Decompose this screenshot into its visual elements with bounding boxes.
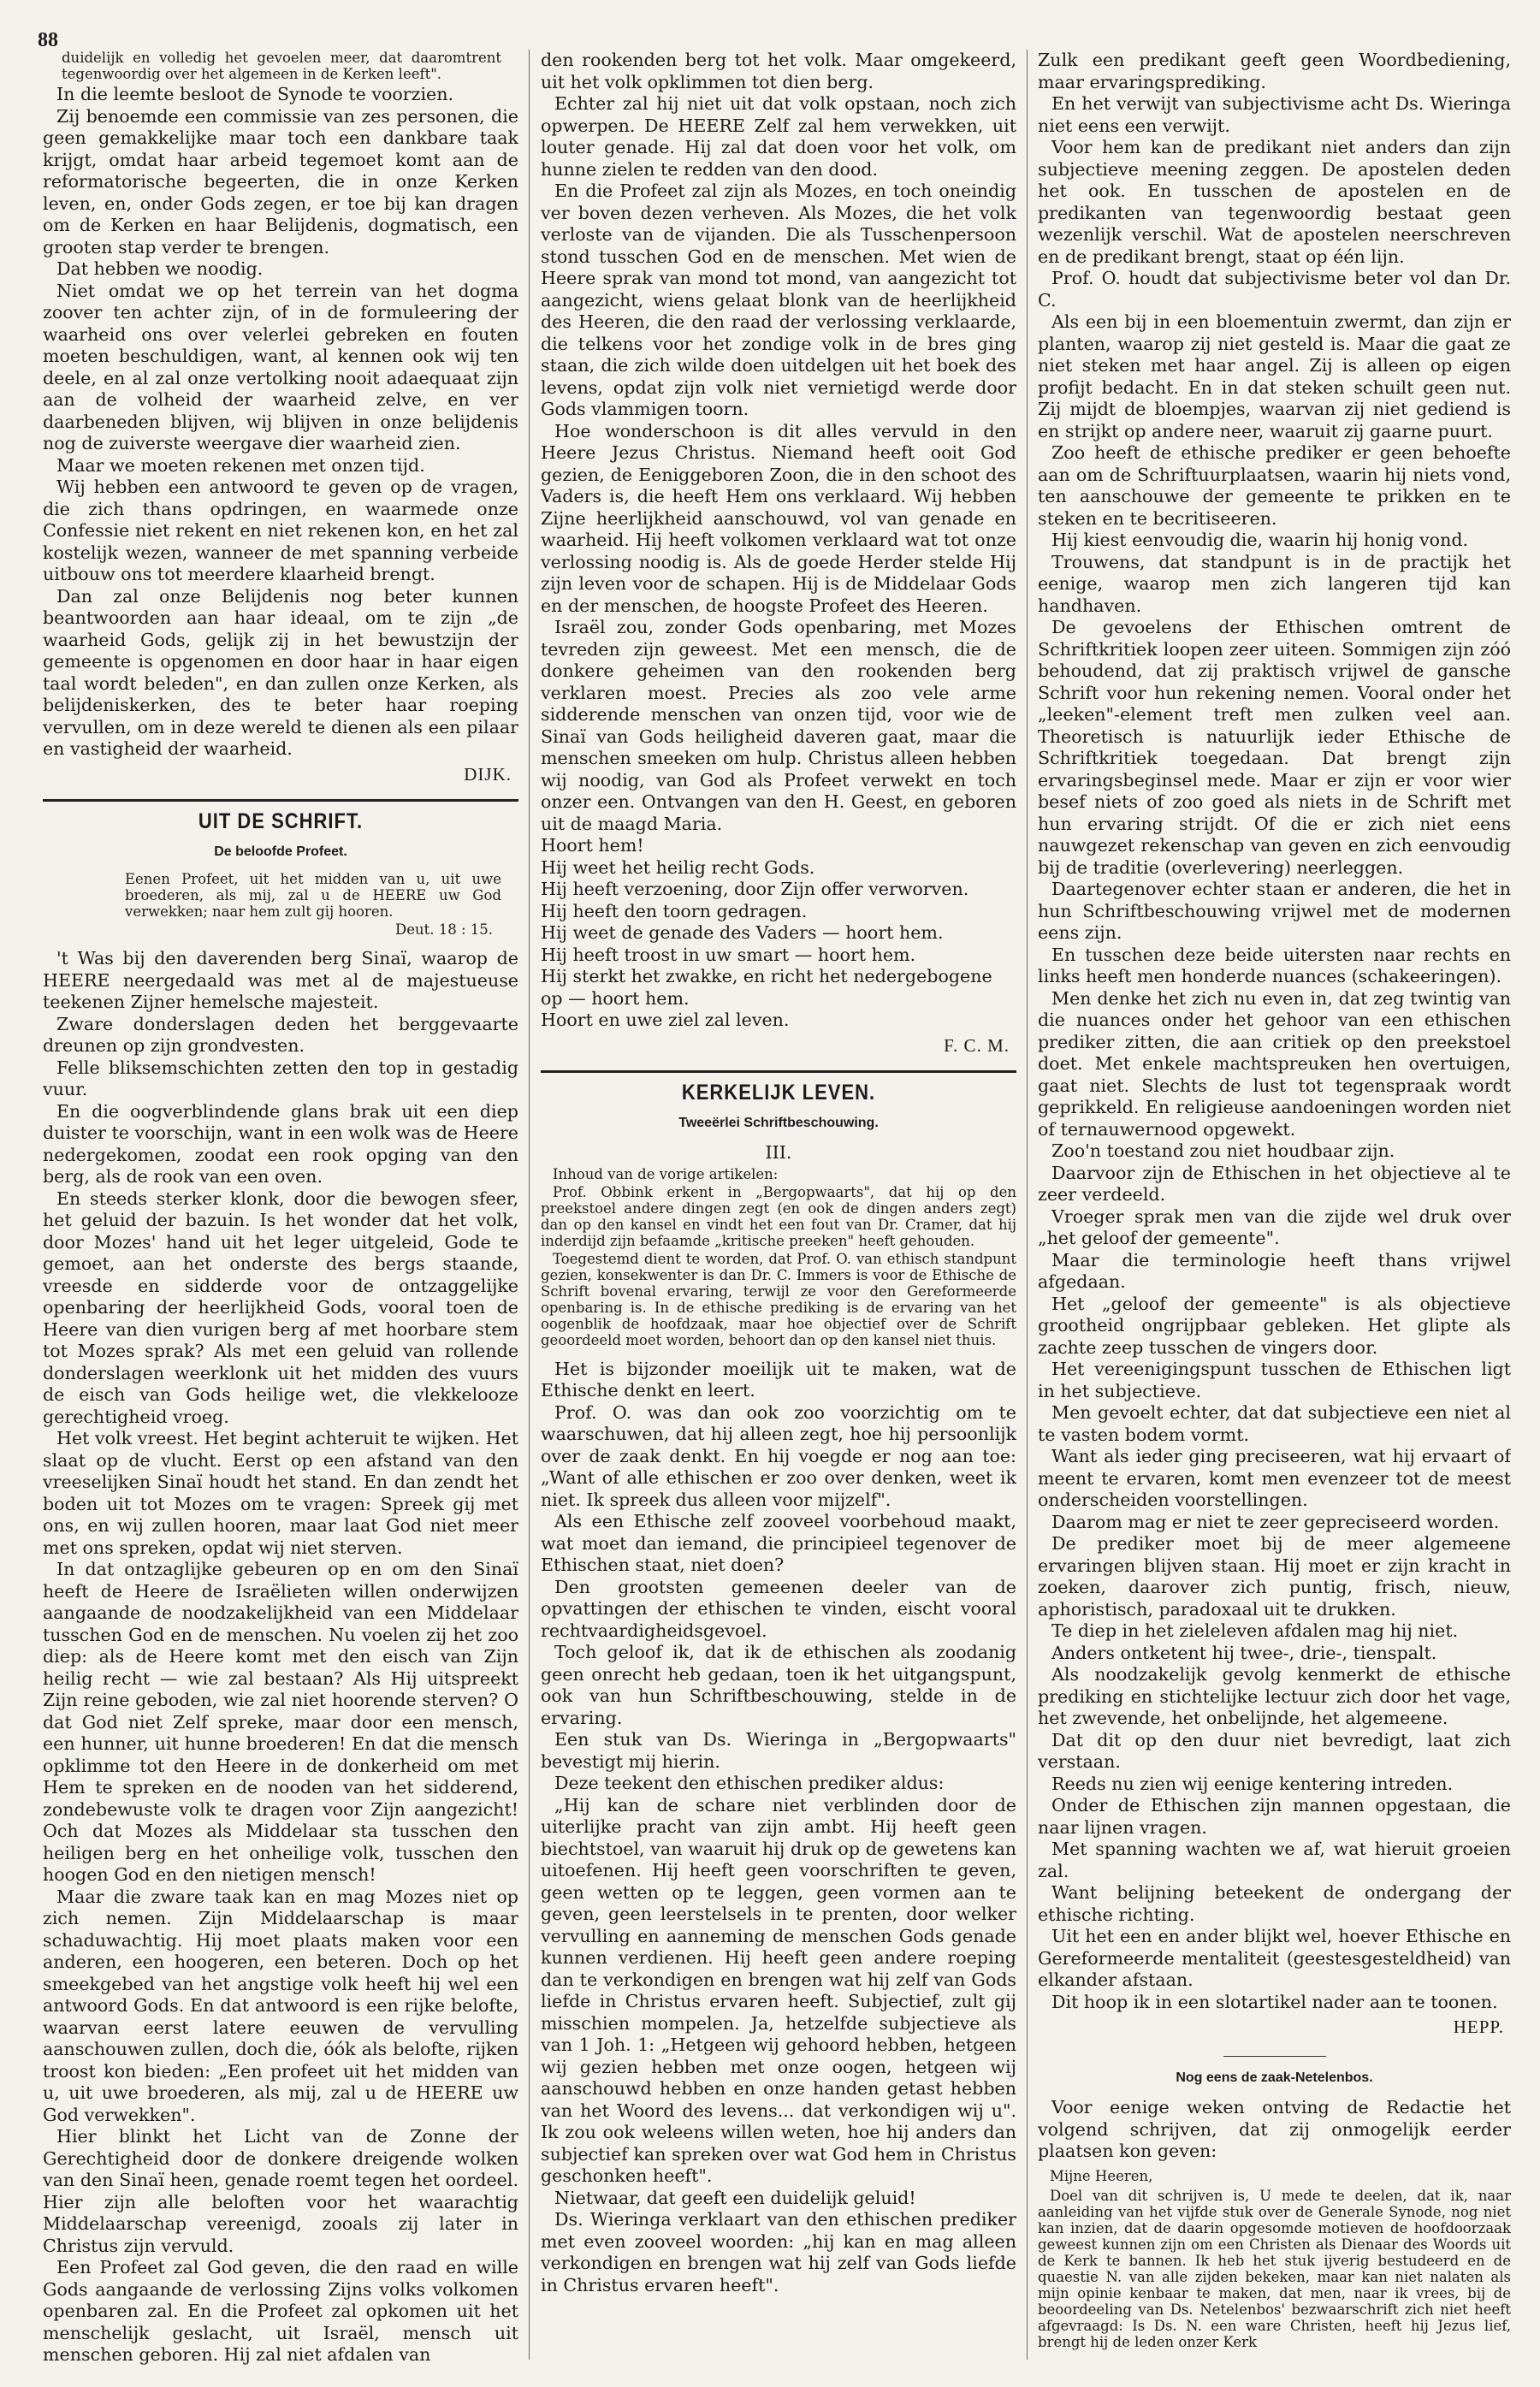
- poem-line: Hij heeft verzoening, door Zijn offer verworven.: [541, 879, 969, 899]
- article-title: De beloofde Profeet.: [214, 844, 347, 859]
- paragraph: Men denke het zich nu even in, dat zeg twintig van die nuances onder het gehoor van een ethischen prediker zitten, die aan critiek op den preekstoel doet. Met enkele machtspreuken hen overtuigen, gaat niet. Slechts de lust tot tegenspraak wordt geprikkeld. En religieuse aandoeningen worden niet of ternauwernood opgewekt.: [1038, 987, 1511, 1140]
- motto-quote: Eenen Profeet, uit het midden van u, uit uwe broederen, als mij, zal u de HEERE uw God verwekken; naar hem zult gij hooren.: [125, 871, 501, 920]
- paragraph: Daartegenover echter staan er anderen, die het in hun Schriftbeschouwing vrijwel met de modernen eens zijn.: [1038, 879, 1511, 943]
- signature-fcm: F. C. M.: [944, 1034, 1010, 1056]
- section-heading-kerkelijk-leven: KERKELIJK LEVEN.: [681, 1080, 876, 1105]
- signature-hepp: HEPP.: [1453, 2017, 1504, 2037]
- paragraph: Uit het een en ander blijkt wel, hoever Ethische en Gereformeerde mentaliteit (geestesgesteldheid) van elkander afstaan.: [1038, 1926, 1511, 1990]
- paragraph: Ds. Wieringa verklaart van den ethischen prediker met even zooveel woorden: „hij kan en mag alleen verkondigen en brengen wat hij zelf van Gods liefde in Christus ervaren heeft".: [541, 2209, 1016, 2295]
- paragraph: Toch geloof ik, dat ik de ethischen als zoodanig geen onrecht heb gedaan, toen ik het uitgangspunt, ook van hun Schriftbeschouwing, stelde in de ervaring.: [541, 1642, 1016, 1728]
- paragraph: Wij hebben een antwoord te geven op de vragen, die zich thans opdringen, en waarmede onze Confessie niet rekent en niet rekenen kon, en het zal kostelijk wezen, wanneer de met spanning verbeide uitbouw ons tot meerdere klaarheid brengt.: [43, 477, 518, 584]
- letter-text: Doel van dit schrijven is, U mede te deelen, dat ik, naar aanleiding van het vijfde stuk over de Generale Synode, nog niet kan inzien, dat de daarin opgesomde motieven de hoofdoorzaak geweest kunnen zijn om een Christen als Dienaar des Woords uit de Kerk te bannen. Ik heb het stuk ijverig bestudeerd en de quaestie N. van alle zijden bekeken, maar kan niet nalaten als mijn opinie kenbaar te maken, dat men, naar ik vrees, bij de beoordeeling van Ds. Netelenbos' bezwaarschrift zich niet heeft afgevraagd: Is Ds. N. een ware Christen, heeft hij Jezus lief, brengt hij de leden onzer Kerk: [1038, 2187, 1511, 2350]
- paragraph: In dat ontzaglijke gebeuren op en om den Sinaï heeft de Heere de Israëlieten willen onderwijzen aangaande de noodzakelijkheid van een Middelaar tusschen God en de menschen. Nu voelen zij het zoo diep: als de Heere komt met den eisch van Zijn heilig recht — wie zal bestaan? Als Hij uitspreekt Zijn reine geboden, wie zal niet hoorende sterven? O dat God niet Zelf spreke, maar door een mensch, een hunner, uit hunne broederen! En dat die mensch opklimme tot den Heere in de donkerheid om met Hem te spreken en de nooden van het sidderend, zondebewuste volk te dragen voor Zijn aangezicht! Och dat Mozes als Middelaar sta tusschen den heiligen berg en het onheilige volk, tusschen den hoogen God en den nietigen mensch!: [43, 1559, 518, 1885]
- signature-dijk: DIJK.: [464, 763, 512, 785]
- paragraph: Men gevoelt echter, dat dat subjectieve een niet al te vasten bodem vormt.: [1038, 1402, 1511, 1445]
- paragraph: Dat dit op den duur niet bevredigt, laat zich verstaan.: [1038, 1729, 1511, 1772]
- paragraph: Voor eenige weken ontving de Redactie het volgend schrijven, dat zij onmogelijk eerder plaatsen kon geven:: [1038, 2097, 1511, 2161]
- article-title: Nog eens de zaak-Netelenbos.: [1176, 2070, 1373, 2085]
- paragraph: En steeds sterker klonk, door die bewogen sfeer, het geluid der bazuin. Is het wonder dat het volk, door Mozes' hand uit het leger uitgeleid, Gode te gemoet, aan het onderste des bergs staande, vreesde en sidderde voor de ontzaggelijke openbaring der heerlijkheid Gods, vooral toen de Heere van dien vurigen berg af met hoorbare stem tot Mozes sprak? Als met een geluid van rollende donderslagen weerklonk uit het midden des vuurs de eisch van Gods heilige wet, die vlekkelooze gerechtigheid vroeg.: [43, 1188, 518, 1427]
- paragraph: Want belijning beteekent de ondergang der ethische richting.: [1038, 1882, 1511, 1925]
- summary-line: Inhoud van de vorige artikelen:: [553, 1165, 779, 1182]
- paragraph: Onder de Ethischen zijn mannen opgestaan, die naar lijnen vragen.: [1038, 1795, 1511, 1838]
- paragraph: Het is bijzonder moeilijk uit te maken, wat de Ethische denkt en leert.: [541, 1358, 1016, 1401]
- paragraph: 't Was bij den daverenden berg Sinaï, waarop de HEERE neergedaald was met al de majestueuse teekenen Zijner hemelsche majesteit.: [43, 948, 518, 1012]
- paragraph: Israël zou, zonder Gods openbaring, met Mozes tevreden zijn geweest. Met een mensch, die de donkere geheimen van den rookenden berg verklaren moest. Precies als zoo vele arme sidderende menschen van onzen tijd, voor wie de Sinaï van Gods heiligheid daveren gaat, maar die menschen smeeken om hulp. Christus alleen hebben wij noodig, van God als Profeet verwekt en toch onzer een. Ontvangen van den H. Geest, en geboren uit de maagd Maria.: [541, 617, 1016, 834]
- paragraph: Als een Ethische zelf zooveel voorbehoud maakt, wat moet dan iemand, die principieel tegenover de Ethischen staat, niet doen?: [541, 1511, 1016, 1575]
- paragraph: den rookenden berg tot het volk. Maar omgekeerd, uit het volk opklimmen tot dien berg.: [541, 50, 1016, 92]
- poem-line: Hij weet de genade des Vaders — hoort hem.: [541, 922, 944, 943]
- paragraph: Daarom mag er niet te zeer gepreciseerd worden.: [1051, 1511, 1500, 1532]
- paragraph: En tusschen deze beide uitersten naar rechts en links heeft men honderde nuances (schakeeringen).: [1038, 944, 1511, 986]
- paragraph: Het volk vreest. Het begint achteruit te wijken. Het slaat op de vlucht. Eerst op een afstand van den vreeselijken Sinaï houdt het stand. En dan zendt het boden uit tot Mozes om te vragen: Spreek gij met ons, en wij zullen hooren, maar laat God niet meer met ons spreken, opdat wij niet sterven.: [43, 1428, 518, 1558]
- article-title: Tweeërlei Schriftbeschouwing.: [678, 1115, 879, 1130]
- paragraph: Een Profeet zal God geven, die den raad en wille Gods aangaande de verlossing Zijns volks volkomen openbaren zal. En die Profeet zal opkomen uit het menschelijk geslacht, uit Israël, mensch uit menschen geboren. Hij zal niet afdalen van: [43, 2257, 518, 2365]
- paragraph: Prof. O. was dan ook zoo voorzichtig om te waarschuwen, dat hij alleen zegt, hoe hij persoonlijk over de zaak denkt. En hij voegde er nog aan toe: „Want of alle ethischen er zoo over denken, weet ik niet. Ik spreek dus alleen voor mijzelf".: [541, 1401, 1016, 1510]
- paragraph: Maar we moeten rekenen met onzen tijd.: [56, 454, 425, 476]
- paragraph: Voor hem kan de predikant niet anders dan zijn subjectieve meening zeggen. De apostelen deden het ook. En tusschen de apostelen en de predikanten van tegenwoordig bestaat geen wezenlijk verschil. Wat de apostelen neerschreven en de predikant brengt, staat op één lijn.: [1038, 137, 1511, 267]
- page-number: 88: [38, 29, 58, 51]
- paragraph: Niet omdat we op het terrein van het dogma zoover ten achter zijn, of in de formuleering der waarheid ons over velerlei gebreken en fouten moeten beschuldigen, want, al kennen ook wij ten deele, en al zal onze vertolking nooit adaequaat zijn aan de volheid der waarheid zelve, en ver daarbeneden blijven, wij blijven in onze belijdenis nog de zuiverste weergave dier waarheid zien.: [43, 280, 518, 453]
- paragraph: De prediker moet bij de meer algemeene ervaringen blijven staan. Hij moet er zijn kracht in zoeken, daarover zich puntig, frisch, nieuw, aphoristisch, paradoxaal uit te drukken.: [1038, 1533, 1511, 1620]
- paragraph: Deze teekent den ethischen prediker aldus:: [554, 1773, 945, 1793]
- paragraph: Hij kiest eenvoudig die, waarin hij honig vond.: [1051, 530, 1469, 550]
- summary-line: Toegestemd dient te worden, dat Prof. O. van ethisch standpunt gezien, konsekwenter is dan Dr. C. Immers is voor de Ethische de Schrift bovenal ervaring, terwijl ze voor den Gereformeerde openbaring is. In de ethische prediking is de ervaring van het oogenblik de hoofdzaak, maar hoe objectief over de Schrift geoordeeld moet worden, behoort dan op den kansel niet thuis.: [541, 1250, 1016, 1348]
- paragraph: Hoe wonderschoon is dit alles vervuld in den Heere Jezus Christus. Niemand heeft ooit God gezien, de Eeniggeboren Zoon, die in den schoot des Vaders is, die heeft Hem ons verklaard. Wij hebben Zijne heerlijkheid aanschouwd, vol van genade en waarheid. Hij heeft volkomen verklaard wat tot onze verlossing noodig is. Als de goede Herder stelde Hij zijn leven voor de schapen. Hij is de Middelaar Gods en der menschen, de hoogste Profeet des Heeren.: [541, 420, 1016, 616]
- paragraph: Een stuk van Ds. Wieringa in „Bergopwaarts" bevestigt mij hierin.: [541, 1729, 1016, 1772]
- column-left: [43, 50, 518, 2368]
- motto-source: Deut. 18 : 15.: [394, 921, 493, 938]
- paragraph: „Hij kan de schare niet verblinden door de uiterlijke pracht van zijn ambt. Hij heeft geen biechtstoel, van waaruit hij druk op de gewetens kan uitoefenen. Hij heeft geen voorschriften te geven, geen wetten op te leggen, geen vormen aan te geven, geen leerstelsels in te prenten, door welker vervulling en aanneming de menschen Gods genade kunnen verdienen. Hij heeft geen andere roeping dan te verkondigen en brengen wat hij zelf van Gods liefde in Christus ervaren heeft. Subjectief, zult gij misschien mompelen. Ja, hetzelfde subjectieve als van 1 Joh. 1: „Hetgeen wij gehoord hebben, hetgeen wij gezien hebben met onze oogen, hetgeen wij aanschouwd hebben en onze handen getast hebben van het Woord des levens... dat verkondigen wij u". Ik zou ook weleens willen weten, hoe hij anders dan subjectief kan spreken over wat God hem in Christus geschonken heeft".: [541, 1794, 1016, 2186]
- column-right: [1038, 50, 1511, 2368]
- poem-line: Hoort en uwe ziel zal leven.: [541, 1010, 790, 1030]
- poem-line: Hoort hem!: [541, 835, 644, 856]
- paragraph: Felle bliksemschichten zetten den top in gestadig vuur.: [43, 1057, 518, 1099]
- poem-line: Hij sterkt het zwakke, en richt het nedergebogene op — hoort hem.: [541, 966, 992, 1009]
- paragraph: En die Profeet zal zijn als Mozes, en toch oneindig ver boven dezen verheven. Als Mozes, die het volk verloste van de vijanden. Die als Tusschenpersoon stond tusschen God en de menschen. Met wien de Heere sprak van mond tot mond, van aangezicht tot aangezicht, wiens gelaat blonk van de heerlijkheid des Heeren, die den raad der verlossing verklaarde, die telkens voor het zondige volk in de bres ging staan, die zich wilde doen uitdelgen uit het boek des levens, opdat zijn volk niet vernietigd werde door Gods vlammigen toorn.: [541, 181, 1016, 419]
- paragraph: Maar die zware taak kan en mag Mozes niet op zich nemen. Zijn Middelaarschap is maar schaduwachtig. Hij moet plaats maken voor een anderen, een hoogeren, een beteren. Doch op het smeekgebed van het angstige volk heeft hij wel een antwoord Gods. En dat antwoord is een rijke belofte, waarvan eerst latere eeuwen de vervulling aanschouwen zullen, doch die, óók als belofte, rijken troost kon bieden: „Een profeet uit het midden van u, uit uwe broederen, als mij, zal u de HEERE uw God verwekken".: [43, 1886, 518, 2125]
- poem-line: Hij weet het heilig recht Gods.: [541, 856, 815, 878]
- paragraph: Het „geloof der gemeente" is als objectieve grootheid ongrijpbaar gebleken. Het glipte als zachte zeep tusschen de vingers door.: [1038, 1293, 1511, 1358]
- paragraph: Als noodzakelijk gevolg kenmerkt de ethische prediking en stichtelijke lectuur zich door het vage, het zwevende, het onbelijnde, het algemeene.: [1038, 1664, 1511, 1728]
- paragraph: Dat hebben we noodig.: [56, 258, 264, 279]
- column-divider-right: [1027, 50, 1028, 2360]
- paragraph: Zij benoemde een commissie van zes personen, die geen gemakkelijke maar toch een dankbare taak krijgt, omdat haar arbeid tegemoet komt aan de reformatorische begeerten, die in onze Kerken leven, en, onder Gods zegen, er toe bij kan dragen om de Kerken en haar Belijdenis, dogmatisch, een grooten stap verder te brengen.: [43, 105, 518, 258]
- paragraph: Daarvoor zijn de Ethischen in het objectieve al te zeer verdeeld.: [1038, 1162, 1511, 1205]
- paragraph: Anders ontketent hij twee-, drie-, tienspalt.: [1051, 1642, 1437, 1663]
- paragraph: En die oogverblindende glans brak uit een diep duister te voorschijn, want in een wolk was de Heere nedergekomen, zoodat een rook opging van den berg, als de rook van een oven.: [43, 1100, 518, 1187]
- paragraph: Zulk een predikant geeft geen Woordbediening, maar ervaringsprediking.: [1038, 50, 1511, 92]
- section-rule: [541, 1070, 1016, 1073]
- paragraph: Maar die terminologie heeft thans vrijwel afgedaan.: [1038, 1249, 1511, 1292]
- paragraph: Den grootsten gemeenen deeler van de opvattingen der ethischen te vinden, eischt vooral rechtvaardigheidsgevoel.: [541, 1576, 1016, 1641]
- paragraph: In die leemte besloot de Synode te voorzien.: [56, 84, 454, 104]
- article-number: III.: [765, 1142, 792, 1163]
- paragraph: Vroeger sprak men van die zijde wel druk over „het geloof der gemeente".: [1038, 1205, 1511, 1248]
- section-rule: [43, 799, 518, 802]
- poem-line: Hij heeft troost in uw smart — hoort hem.: [541, 944, 916, 965]
- paragraph: Zware donderslagen deden het berggevaarte dreunen op zijn grondvesten.: [43, 1013, 518, 1056]
- column-divider-left: [529, 50, 530, 2360]
- paragraph: Het vereenigingspunt tusschen de Ethischen ligt in het subjectieve.: [1038, 1359, 1511, 1401]
- paragraph: Met spanning wachten we af, wat hieruit groeien zal.: [1038, 1839, 1511, 1881]
- column-middle: [541, 50, 1016, 2368]
- paragraph: Prof. O. houdt dat subjectivisme beter vol dan Dr. C.: [1038, 268, 1511, 311]
- section-heading-uit-de-schrift: UIT DE SCHRIFT.: [198, 808, 364, 833]
- salutation: Mijne Heeren,: [1050, 2167, 1153, 2184]
- paragraph: Hier blinkt het Licht van de Zonne der Gerechtigheid door de donkere dreigende wolken van den Sinaï heen, genade roemt tegen het oordeel. Hier zijn alle beloften voor het waarachtig Middelaarschap vereenigd, zooals zij later in Christus zijn vervuld.: [43, 2126, 518, 2256]
- paragraph: De gevoelens der Ethischen omtrent de Schriftkritiek loopen zeer uiteen. Sommigen zijn zóó behoudend, dat zij praktisch vrijwel de gansche Schrift voor hun rekening nemen. Vooral onder het „leeken"-element treft men zulken veel aan. Theoretisch is natuurlijk ieder Ethische de Schriftkritiek toegedaan. Dat brengt zijn ervaringsbeginsel mede. Maar er zijn er voor wier besef niets of zoo goed als niets in de Schrift met hun ervaring strijdt. Of die er zich niet eens nauwgezet rekenschap van geven en zich eenvoudig bij de traditie (overlevering) neerleggen.: [1038, 617, 1511, 878]
- paragraph: Zoo heeft de ethische prediker er geen behoefte aan om de Schriftuurplaatsen, waarin hij niets vond, ten aanschouwe der gemeente te prikken en te steken en te becritiseeren.: [1038, 442, 1511, 529]
- poem-line: Hij heeft den toorn gedragen.: [541, 900, 808, 921]
- paragraph: Te diep in het zieleleven afdalen mag hij niet.: [1051, 1620, 1459, 1641]
- paragraph: Als een bij in een bloementuin zwermt, dan zijn er planten, waarop zij niet gesteld is. Maar die gaat ze niet steken met haar angel. Zij is alleen op eigen profijt bedacht. En in dat steken schuilt geen nut. Zij mijdt de bloempjes, waarvan zij niet gediend is en strijkt op andere neer, waaruit zij gaarne puurt.: [1038, 311, 1511, 441]
- paragraph: Dan zal onze Belijdenis nog beter kunnen beantwoorden aan haar ideaal, om te zijn „de waarheid Gods, gelijk zij in het bewustzijn der gemeente is opgenomen en door haar in haar eigen taal wordt beleden", en dan zullen onze Kerken, als belijdeniskerken, des te beter haar roeping vervullen, om in deze wereld te dienen als een pilaar en vastigheid der waarheid.: [43, 585, 518, 759]
- paragraph: En het verwijt van subjectivisme acht Ds. Wieringa niet eens een verwijt.: [1038, 93, 1511, 136]
- paragraph: Nietwaar, dat geeft een duidelijk geluid!: [554, 2187, 916, 2208]
- paragraph: Dit hoop ik in een slotartikel nader aan te toonen.: [1051, 1991, 1498, 2012]
- intro-quote: duidelijk en volledig het gevoelen meer, dat daaromtrent tegenwoordig over het algemeen in de Kerken leeft".: [62, 50, 501, 82]
- paragraph: Want als ieder ging preciseeren, wat hij ervaart of meent te ervaren, komt men evenzeer tot de meest onderscheiden voorstellingen.: [1038, 1446, 1511, 1510]
- paragraph: Echter zal hij niet uit dat volk opstaan, noch zich opwerpen. De HEERE Zelf zal hem verwekken, uit louter genade. Hij zal dat doen voor het volk, om hunne zielen te redden van den dood.: [541, 93, 1016, 180]
- paragraph: Trouwens, dat standpunt is in de practijk het eenige, waarop men zich langeren tijd kan handhaven.: [1038, 551, 1511, 616]
- article-separator: [1223, 2056, 1326, 2057]
- summary-line: Prof. Obbink erkent in „Bergopwaarts", dat hij op den preekstoel andere dingen zegt (en ook de dingen anders zegt) dan op den kansel en vindt het een fout van Dr. Cramer, dat hij inderdijd zijn befaamde „kritische preeken" heeft gehouden.: [541, 1183, 1016, 1249]
- paragraph: Reeds nu zien wij eenige kentering intreden.: [1051, 1773, 1454, 1794]
- paragraph: Zoo'n toestand zou niet houdbaar zijn.: [1051, 1140, 1395, 1161]
